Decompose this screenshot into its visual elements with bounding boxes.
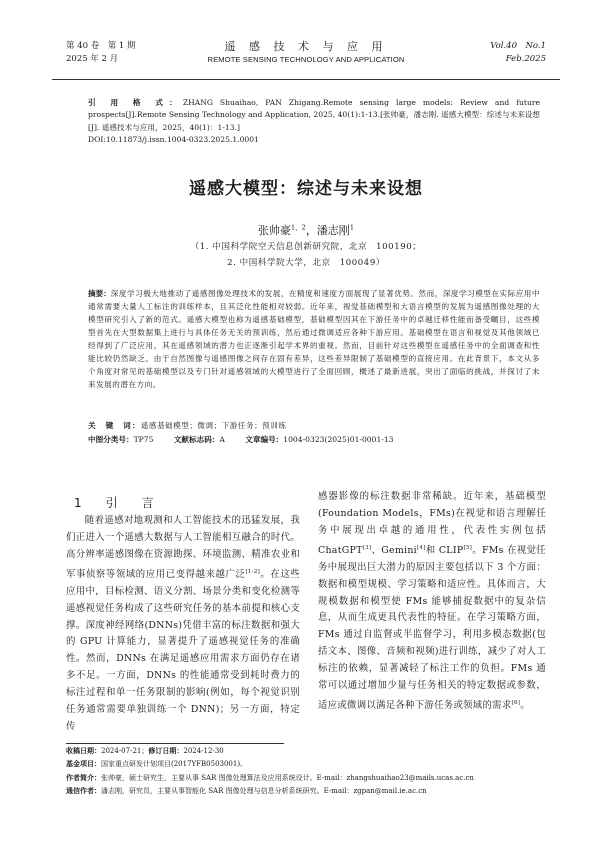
article-number (245, 433, 393, 446)
footnote-corresponding (66, 785, 546, 798)
author-bio-label: 作者简介： (66, 773, 101, 782)
footnote-fund (66, 758, 546, 771)
article-value: 1004-0323(2025)01-0001-13 (283, 435, 394, 444)
abstract-text: 深度学习极大地推动了遥感图像处理技术的发展，在精度和速度方面展现了显著优势。然而，深度学习模型在实际应用中通常需要大量人工标注的训练样本，且其泛化性能相对较弱。近年来，视觉基础模型和大语言模型的发展为遥感图像处理的大模型研究引入了新的范式。遥感大模型也称为遥感基础模型，基础模型因其在下游任务中的卓越迁移性能而备受瞩目，这些模型首先在大型数据集上进行与具体任务无关的预训练，然后通过微调适应各种下游应用。基础模型在语言和视觉及其他领域已经得到了广泛应用，其在遥感领域的潜力也正逐渐引起学术界的重视。然而，目前针对这些模型在遥感任务中的全面调查和性能比较仍然缺乏。由于自然图像与遥感图像之间存在固有差异，这些差异限制了基础模型的直接应用。在此背景下，本文从多个角度对常见的基础模型以及专门针对遥感领域的大模型进行了全面回顾，概述了最新进展，突出了面临的挑战，并探讨了未来发展的潜在方向。 (88, 289, 540, 390)
document-code (174, 433, 225, 446)
received-date: 2024-07-21； (101, 747, 149, 755)
body-right-text: 感器影像的标注数据非常稀缺。近年来，基础模型(Foundation Models，FMs)在视觉和语言理解任务中展现出卓越的通用性，代表性实例包括 ChatGPT (318, 491, 546, 556)
body-left-text: 随着遥感对地观测和人工智能技术的迅猛发展，我们正进入一个遥感大数据与人工智能相互融合的时代。高分辨率遥感图像在资源勘探、环境监测、精准农业和军事侦察等领域的应用已变得越来越广泛 (66, 515, 300, 580)
header-center (52, 40, 560, 65)
author-2-affil: 1 (349, 223, 354, 232)
header-rule (52, 79, 560, 80)
paper-title: 遥感大模型：综述与未来设想 (189, 179, 423, 199)
body-left-text-2: 。在这些应用中，目标检测、语义分割、场景分类和变化检测等遥感视觉任务构成了这些研究任务的基本前提和核心支撑。深度神经网络(DNNs)凭借丰富的标注数据和强大的 GPU 计算能力，显著提升了遥感视觉任务的准确性。然而，DNNs 在满足遥感应用需求方面仍存在诸多不足。一方面，DNNs 的性能通常受到耗时费力的标注过程和单一任务限制的影响(例如，每个视觉识别任务通常需要单独训练一个 DNN)；另一方面，特定传 (66, 568, 301, 732)
body-column-left (66, 513, 300, 736)
abstract (88, 287, 540, 391)
footnote-rule (66, 743, 284, 744)
clc-label: 中图分类号： (88, 435, 134, 444)
body-right-text-4: 。FMs 在视觉任务中展现出巨大潜力的原因主要包括以下 3 个方面：数据和模型规模、学习策略和适应性。具体而言，大规模数据和模型使 FMs 能够捕捉数据中的复杂信息，从而生成更具代表性的特征。在学习策略方面，FMs 通过自监督或半监督学习，利用多模态数据(包括文本、图像、音频和视频)进行训练，减少了对人工标注的依赖，显著减轻了标注工作的负担。FMs 通常可以通过增加少量与任务相关的特定数据或参数，适应或微调以满足各种下游任务或领域的需求 (318, 544, 546, 712)
running-header (52, 40, 560, 78)
author-bio-text: 张帅豪，硕士研究生，主要从事 SAR 图像处理算法及应用系统设计。E-mail：zhangshuaihao23@mails.ucas.ac.cn (101, 773, 474, 782)
clc-number (88, 433, 153, 446)
affiliation-2: 2. 中国科学院大学，北京 100049） (227, 258, 385, 268)
ref-4[interactable]: [4] (416, 544, 426, 551)
citation-cn: [张帅豪，潘志刚. 遥感大模型：综述与未来设想[J]. 遥感技术与应用，2025，40(1)：1-13.] (88, 110, 540, 132)
body-right-text-5: 。 (520, 700, 530, 712)
ref-3[interactable]: [3] (362, 544, 372, 551)
keywords-text: 遥感基础模型；微调；下游任务；预训练 (140, 421, 287, 430)
classification-line (88, 433, 540, 446)
revised-date: 2024-12-30 (183, 747, 224, 755)
footnotes (66, 745, 546, 799)
issue-date: 2025 年 2 月 (66, 54, 119, 64)
keywords (88, 419, 540, 432)
fund-label: 基金项目： (66, 760, 101, 769)
article-label: 文章编号： (245, 435, 284, 444)
citation-block (88, 97, 540, 147)
ref-6[interactable]: [6] (511, 700, 521, 706)
ref-1-2[interactable]: [1-2] (245, 568, 261, 575)
doc-value: A (219, 435, 225, 444)
section-heading: 1 引 言 (74, 496, 160, 510)
volume-issue: 第 40 卷 第 1 期 (66, 41, 136, 51)
body-column-right (318, 489, 546, 715)
keywords-label: 关 键 词： (88, 421, 141, 430)
affiliation-1: （1. 中国科学院空天信息创新研究院，北京 100190； (190, 242, 422, 252)
ref-5[interactable]: [5] (463, 544, 473, 551)
journal-name-en: REMOTE SENSING TECHNOLOGY AND APPLICATION (207, 55, 405, 64)
author-line (0, 222, 612, 238)
received-label: 收稿日期： (66, 747, 101, 755)
header-right (490, 40, 546, 66)
volume-issue-en: Vol.40 No.1 (490, 41, 546, 51)
abstract-label: 摘要： (88, 289, 111, 298)
footnote-dates (66, 745, 546, 758)
author-1-affil: 1，2 (291, 223, 306, 232)
body-right-text-2: 、Gemini (371, 544, 417, 556)
journal-name-cn: 遥 感 技 术 与 应 用 (224, 40, 388, 53)
author-1: 张帅豪 (258, 224, 292, 237)
corresponding-label: 通信作者： (66, 787, 101, 796)
citation-en: ZHANG Shuaihao, PAN Zhigang.Remote sensing large models: Review and future prospects[J].Remote Sensing Technology and Application, 2025, 40(1):1-13. (88, 98, 540, 120)
author-separator: ， (305, 224, 317, 237)
clc-value: TP75 (133, 435, 154, 444)
doc-label: 文献标志码： (173, 435, 220, 444)
author-2: 潘志刚 (316, 224, 350, 237)
issue-date-en: Feb.2025 (505, 54, 546, 64)
corresponding-text: 潘志刚，研究员，主要从事智能化 SAR 图像处理与信息分析系统研究。E-mail：zgpan@mail.ie.ac.cn (101, 787, 427, 796)
fund-text: 国家重点研发计划项目(2017YFB0503001)。 (101, 760, 248, 769)
revised-label: 修订日期： (148, 747, 184, 755)
citation-label: 引 用 格 式： (88, 98, 183, 107)
footnote-author (66, 772, 546, 785)
body-right-text-3: 和 CLIP (425, 544, 464, 556)
doi-link[interactable]: DOI:10.11873/j.issn.1004-0323.2025.1.0001 (88, 135, 259, 145)
affiliations (0, 239, 612, 271)
